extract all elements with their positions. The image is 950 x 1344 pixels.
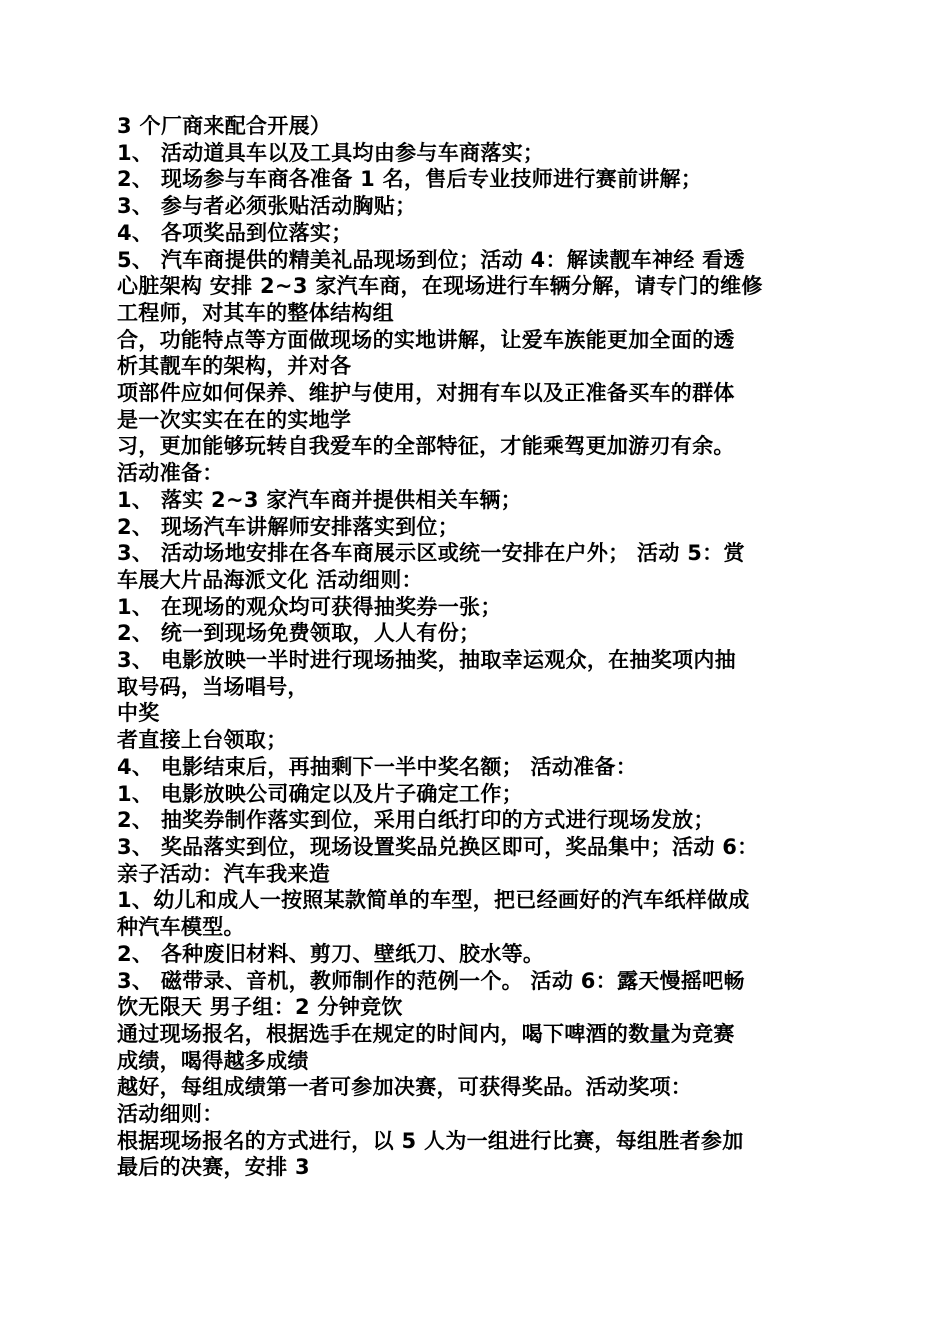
text-line: 1、 活动道具车以及工具均由参与车商落实； — [117, 140, 545, 165]
text-line: 中奖 — [117, 701, 160, 726]
text-line: 车展大片品海派文化 活动细则： — [117, 567, 423, 592]
text-line: 活动准备： — [117, 461, 224, 486]
text-line: 3、 电影放映一半时进行现场抽奖，抽取幸运观众，在抽奖项内抽 — [117, 648, 736, 673]
text-line: 2、 各种废旧材料、剪刀、壁纸刀、胶水等。 — [117, 941, 545, 966]
text-line: 成绩，喝得越多成绩 — [117, 1048, 309, 1073]
text-line: 取号码，当场唱号， — [117, 674, 309, 699]
text-line: 习，更加能够玩转自我爱车的全部特征，才能乘驾更加游刃有余。 — [117, 434, 735, 459]
document-body — [117, 113, 840, 1181]
text-line: 饮无限天 男子组：2 分钟竞饮 — [117, 995, 403, 1020]
text-line: 1、 电影放映公司确定以及片子确定工作； — [117, 781, 523, 806]
text-line: 3、 磁带录、音机，教师制作的范例一个。 活动 6：露天慢摇吧畅 — [117, 968, 745, 993]
text-line: 1、幼儿和成人一按照某款简单的车型，把已经画好的汽车纸样做成 — [117, 888, 750, 913]
text-line: 5、 汽车商提供的精美礼品现场到位；活动 4：解读靓车神经 看透 — [117, 247, 745, 272]
text-line: 心脏架构 安排 2~3 家汽车商，在现场进行车辆分解，请专门的维修 — [117, 274, 763, 299]
text-line: 活动细则： — [117, 1102, 224, 1127]
text-line: 2、 抽奖券制作落实到位，采用白纸打印的方式进行现场发放； — [117, 808, 715, 833]
text-line: 亲子活动：汽车我来造 — [117, 861, 330, 886]
text-line: 越好，每组成绩第一者可参加决赛，可获得奖品。活动奖项： — [117, 1075, 693, 1100]
text-line: 析其靓车的架构，并对各 — [117, 354, 352, 379]
text-line: 3、 奖品落实到位，现场设置奖品兑换区即可，奖品集中；活动 6： — [117, 834, 759, 859]
text-line: 3、 活动场地安排在各车商展示区或统一安排在户外； 活动 5：赏 — [117, 541, 745, 566]
text-line: 2、 现场汽车讲解师安排落实到位； — [117, 514, 460, 539]
text-line: 根据现场报名的方式进行，以 5 人为一组进行比赛，每组胜者参加 — [117, 1128, 744, 1153]
text-line: 1、 在现场的观众均可获得抽奖券一张； — [117, 594, 502, 619]
text-line: 2、 现场参与车商各准备 1 名，售后专业技师进行赛前讲解； — [117, 167, 703, 192]
text-line: 是一次实实在在的实地学 — [117, 407, 352, 432]
text-line: 3、 参与者必须张贴活动胸贴； — [117, 194, 417, 219]
text-line: 通过现场报名，根据选手在规定的时间内，喝下啤酒的数量为竞赛 — [117, 1021, 735, 1046]
text-line: 最后的决赛，安排 3 — [117, 1155, 310, 1180]
text-line: 种汽车模型。 — [117, 915, 245, 940]
text-line: 合，功能特点等方面做现场的实地讲解，让爱车族能更加全面的透 — [117, 327, 735, 352]
text-line: 2、 统一到现场免费领取，人人有份； — [117, 621, 481, 646]
text-line: 4、 电影结束后，再抽剩下一半中奖名额； 活动准备： — [117, 754, 638, 779]
text-line: 4、 各项奖品到位落实； — [117, 220, 353, 245]
text-line: 项部件应如何保养、维护与使用，对拥有车以及正准备买车的群体 — [117, 381, 735, 406]
text-line: 者直接上台领取； — [117, 728, 288, 753]
text-line: 1、 落实 2~3 家汽车商并提供相关车辆； — [117, 487, 522, 512]
text-line: 3 个厂商来配合开展） — [117, 114, 332, 138]
text-line: 工程师，对其车的整体结构组 — [117, 300, 394, 325]
